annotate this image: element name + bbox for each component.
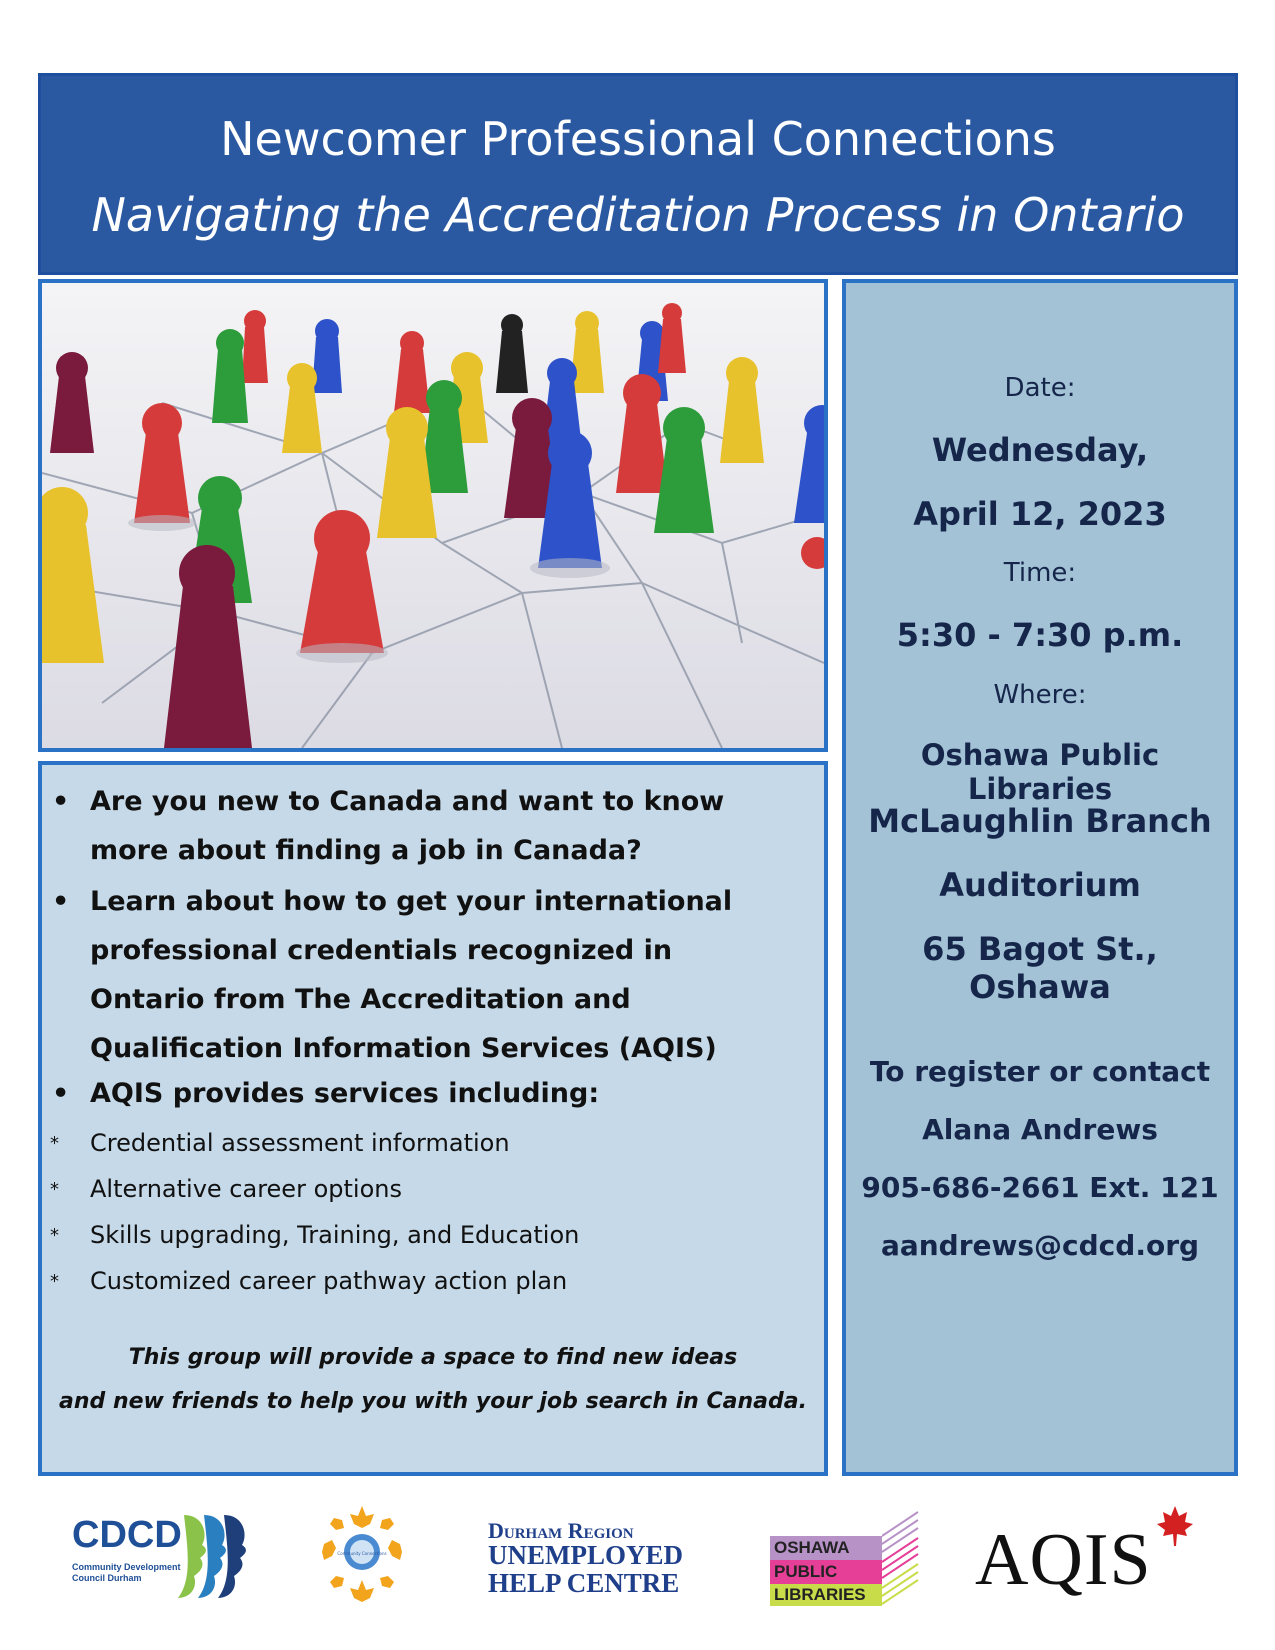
contact-label: To register or contact [869, 1055, 1211, 1088]
info-panel [38, 761, 828, 1476]
contact-phone[interactable]: 905-686-2661 Ext. 121 [861, 1171, 1219, 1204]
community-connections-logo [318, 1504, 406, 1604]
event-time: 5:30 - 7:30 p.m. [896, 616, 1184, 654]
durham-region-logo: Durham Region UNEMPLOYED HELP CENTRE [488, 1518, 683, 1598]
oshawa-public-libraries-logo: OSHAWA PUBLIC LIBRARIES [770, 1508, 920, 1606]
service-item: * Customized career pathway action plan [50, 1267, 568, 1295]
bullet-item: • Learn about how to get your international professional credentials recognized in Ontario from The Accreditation and Qualification Information Services (AQIS) [90, 877, 780, 1073]
service-item: * Alternative career options [50, 1175, 402, 1203]
tagline-line-1: This group will provide a space to find new ideas [128, 1345, 738, 1370]
venue-name: Oshawa Public Libraries [920, 738, 1160, 806]
asterisk-icon: * [50, 1179, 59, 1200]
time-label: Time: [1003, 558, 1077, 588]
bullet-item: • Are you new to Canada and want to know more about finding a job in Canada? [90, 777, 750, 875]
bullet-dot-icon: • [52, 886, 70, 917]
pawns-illustration [42, 283, 824, 748]
venue-branch: McLaughlin Branch [868, 802, 1212, 840]
bullet-dot-icon: • [52, 786, 70, 817]
where-label: Where: [993, 680, 1087, 710]
book-stripes-icon [882, 1508, 920, 1606]
page-subtitle: Navigating the Accreditation Process in Ontario [91, 188, 1185, 242]
bullet-item: • AQIS provides services including: [90, 1069, 830, 1118]
sponsor-logos [0, 1500, 1275, 1650]
tagline-line-2: and new friends to help you with your job search in Canada. [59, 1389, 807, 1414]
svg-text:Community Connections: Community Connections [337, 1551, 387, 1556]
asterisk-icon: * [50, 1133, 59, 1154]
header-banner [38, 73, 1238, 275]
contact-name: Alana Andrews [922, 1113, 1158, 1146]
event-day: Wednesday, [931, 431, 1149, 469]
bullet-dot-icon: • [52, 1078, 70, 1109]
event-date: April 12, 2023 [913, 495, 1167, 533]
venue-address: 65 Bagot St., Oshawa [922, 930, 1158, 1006]
service-item: * Credential assessment information [50, 1129, 510, 1157]
maple-leaves-icon [318, 1504, 406, 1604]
network-pawns-photo [38, 279, 828, 752]
contact-email[interactable]: aandrews@cdcd.org [880, 1229, 1200, 1262]
venue-room: Auditorium [939, 866, 1141, 904]
aqis-logo: AQIS [975, 1504, 1205, 1604]
maple-leaf-icon [1155, 1504, 1195, 1548]
asterisk-icon: * [50, 1271, 59, 1292]
asterisk-icon: * [50, 1225, 59, 1246]
service-item: * Skills upgrading, Training, and Education [50, 1221, 580, 1249]
date-label: Date: [1004, 373, 1076, 403]
cdcd-logo: CDCD Community Development Council Durham [72, 1510, 252, 1605]
faces-icon [174, 1510, 254, 1602]
event-details-panel [842, 279, 1238, 1476]
page-title: Newcomer Professional Connections [220, 112, 1056, 166]
